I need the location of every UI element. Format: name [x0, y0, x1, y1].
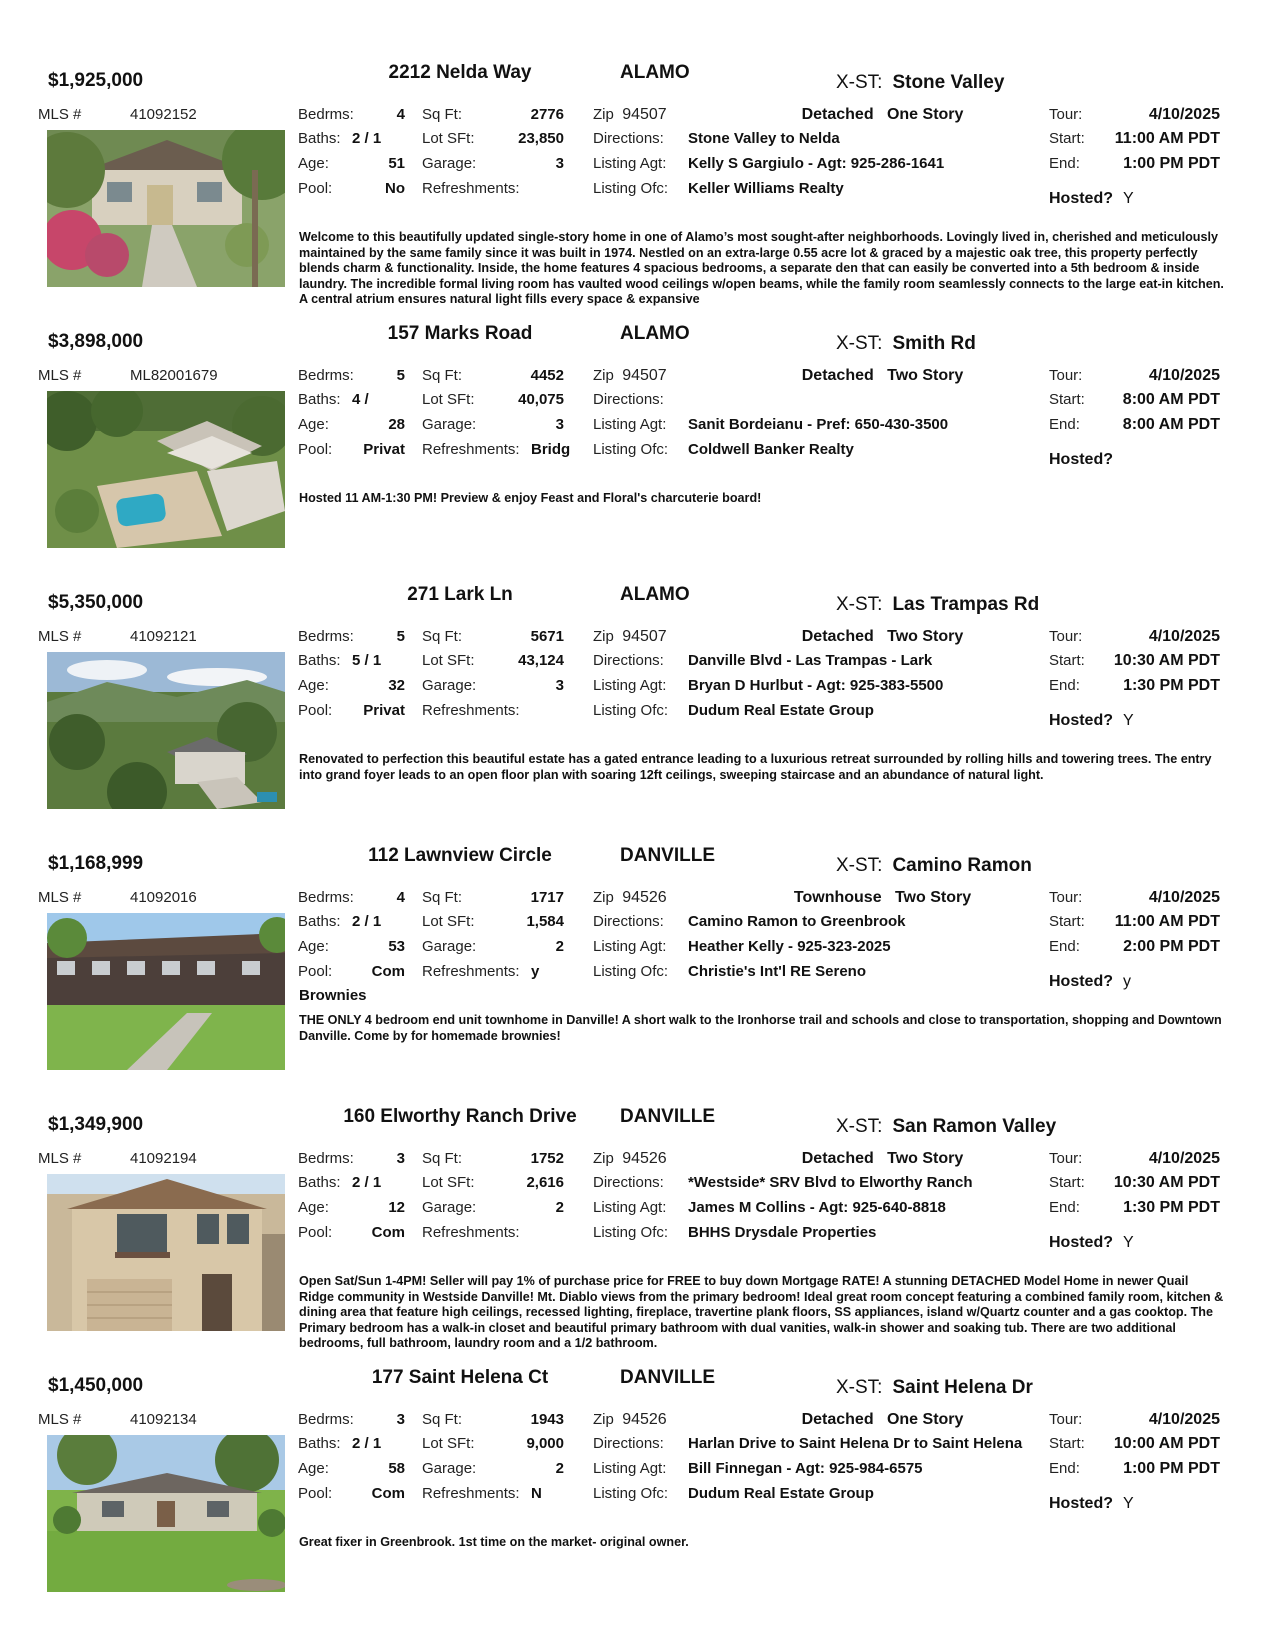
hosted: [1049, 973, 1131, 991]
listing-office-label: Listing Ofc:: [593, 702, 669, 719]
listing-office-label: Listing Ofc:: [593, 1224, 669, 1241]
tour-date: 4/10/2025: [1148, 106, 1220, 123]
hosted-value: Y: [1123, 1234, 1134, 1251]
sqft-value: 5671: [530, 628, 564, 645]
start-time: 10:00 AM PDT: [1113, 1435, 1220, 1452]
end-label: End:: [1049, 416, 1080, 433]
hosted: [1049, 1495, 1134, 1513]
lotsft-label: Lot SFt:: [422, 1174, 475, 1191]
start-time: 11:00 AM PDT: [1114, 913, 1220, 930]
listing-agent-label: Listing Agt:: [593, 416, 667, 433]
hosted-value: Y: [1123, 1495, 1134, 1512]
bedrms-value: 3: [396, 1150, 405, 1167]
property-type: [740, 106, 1025, 124]
listing-description: Hosted 11 AM-1:30 PM! Preview & enjoy Feast and Floral's charcuterie board!: [299, 491, 762, 505]
cross-street-value: Saint Helena Dr: [892, 1377, 1033, 1398]
zip-value: 94507: [622, 106, 667, 123]
sqft-value: 1717: [530, 889, 564, 906]
sqft-label: Sq Ft:: [422, 889, 463, 906]
cross-street-value: Camino Ramon: [892, 855, 1032, 876]
start-time: 11:00 AM PDT: [1114, 130, 1220, 147]
listing-photo[interactable]: [47, 1435, 285, 1592]
stories-value: One Story: [886, 1411, 964, 1428]
listing-price: $5,350,000: [48, 592, 144, 613]
listing-agent-value[interactable]: Bill Finnegan - Agt: 925-984-6575: [688, 1460, 923, 1477]
property-type: [740, 628, 1025, 646]
mls-number: ML82001679: [130, 367, 218, 384]
cross-street: [836, 594, 1039, 616]
directions-value: Stone Valley to Nelda: [688, 130, 840, 147]
directions-label: Directions:: [593, 652, 664, 669]
listing-city: ALAMO: [620, 323, 690, 344]
property-type-value: Detached: [801, 367, 874, 384]
sqft-label: Sq Ft:: [422, 1411, 463, 1428]
bedrms-value: 4: [396, 889, 405, 906]
listing-city: DANVILLE: [620, 845, 715, 866]
listing: [0, 783, 1275, 1043]
end-label: End:: [1049, 1199, 1080, 1216]
listing-office-label: Listing Ofc:: [593, 441, 669, 458]
listing-agent-value[interactable]: Sanit Bordeianu - Pref: 650-430-3500: [688, 416, 949, 433]
zip-value: 94526: [622, 889, 667, 906]
hosted-label: Hosted?: [1049, 712, 1113, 729]
baths-value: 2 / 1: [352, 913, 382, 930]
lotsft-label: Lot SFt:: [422, 391, 475, 408]
directions-value: *Westside* SRV Blvd to Elworthy Ranch: [688, 1174, 973, 1191]
cross-street-label: X-ST:: [836, 1377, 883, 1398]
lotsft-label: Lot SFt:: [422, 1435, 475, 1452]
garage-value: 3: [555, 416, 564, 433]
garage-label: Garage:: [422, 938, 477, 955]
start-label: Start:: [1049, 1435, 1085, 1452]
hosted-label: Hosted?: [1049, 973, 1113, 990]
listing-agent-value[interactable]: James M Collins - Agt: 925-640-8818: [688, 1199, 946, 1216]
start-label: Start:: [1049, 1174, 1085, 1191]
lotsft-value: 23,850: [518, 130, 564, 147]
listing-office-label: Listing Ofc:: [593, 180, 669, 197]
cross-street-value: Stone Valley: [892, 72, 1005, 93]
bedrms-label: Bedrms:: [298, 367, 354, 384]
lotsft-value: 40,075: [518, 391, 564, 408]
tour-label: Tour:: [1049, 889, 1083, 906]
mls-label: MLS #: [38, 106, 82, 123]
listing-description: THE ONLY 4 bedroom end unit townhome in Danville! A short walk to the Ironhorse trail and schools and close to transportation, shopping and Downtown Danville. Come by for homemade brownies!: [299, 1013, 1222, 1043]
listing-city: ALAMO: [620, 62, 690, 83]
start-label: Start:: [1049, 652, 1085, 669]
hosted: [1049, 190, 1134, 208]
tour-label: Tour:: [1049, 1150, 1083, 1167]
lotsft-label: Lot SFt:: [422, 130, 475, 147]
cross-street-label: X-ST:: [836, 72, 883, 93]
sqft-label: Sq Ft:: [422, 1150, 463, 1167]
baths-value: 4 /: [352, 391, 369, 408]
hosted-label: Hosted?: [1049, 451, 1113, 468]
directions-label: Directions:: [593, 1174, 664, 1191]
pool-label: Pool:: [298, 963, 333, 980]
refreshments-label: Refreshments:: [422, 1485, 520, 1502]
property-type: [740, 367, 1025, 385]
listing-city: ALAMO: [620, 584, 690, 605]
zip-label: [593, 1411, 667, 1429]
refreshments-value: Bridg: [531, 441, 571, 458]
bedrms-label: Bedrms:: [298, 106, 354, 123]
bedrms-value: 4: [396, 106, 405, 123]
age-value: 32: [388, 677, 405, 694]
start-time: 8:00 AM PDT: [1122, 391, 1220, 408]
baths-value: 2 / 1: [352, 1435, 382, 1452]
age-value: 28: [388, 416, 405, 433]
age-label: Age:: [298, 1199, 329, 1216]
age-label: Age:: [298, 938, 329, 955]
age-label: Age:: [298, 416, 329, 433]
pool-value: Privat: [363, 441, 405, 458]
zip-label-text: Zip: [593, 367, 614, 384]
listing-description: Open Sat/Sun 1-4PM! Seller will pay 1% of purchase price for FREE to buy down Mortgage RATE! A stunning DETACHED Model Home in newer Quail Ridge community in Westside Danville! Mt. Diablo views from the primary bedroom! Ideal great room concept featuring a combined family room, kitchen & dining area that feature high ceilings, recessed lighting, fireplace, travertine plank floors, SS appliances, island w/Quartz counter and a gas cooktop. The Primary bedroom has a walk-in closet and beautiful primary bathroom with dual vanities, walk-in shower and soaking tub. There are two additional bedrooms, full bathroom, laundry room and a 1/2 bathroom.: [299, 1274, 1224, 1350]
stories-value: One Story: [886, 106, 964, 123]
pool-value: No: [385, 180, 405, 197]
zip-label-text: Zip: [593, 1411, 614, 1428]
refreshments-extra: Brownies: [299, 987, 367, 1004]
lotsft-value: 9,000: [526, 1435, 564, 1452]
hosted-label: Hosted?: [1049, 190, 1113, 207]
zip-label-text: Zip: [593, 106, 614, 123]
property-type-value: Detached: [801, 1150, 874, 1167]
bedrms-label: Bedrms:: [298, 889, 354, 906]
pool-label: Pool:: [298, 702, 333, 719]
zip-value: 94526: [622, 1150, 667, 1167]
zip-value: 94507: [622, 628, 667, 645]
listing: [0, 522, 1275, 782]
listing-agent-value[interactable]: Heather Kelly - 925-323-2025: [688, 938, 891, 955]
garage-value: 3: [555, 677, 564, 694]
bedrms-label: Bedrms:: [298, 628, 354, 645]
listing-price: $3,898,000: [48, 331, 144, 352]
listing-address[interactable]: 271 Lark Ln: [407, 584, 513, 605]
refreshments-value: N: [531, 1485, 542, 1502]
pool-value: Com: [371, 1485, 405, 1502]
refreshments-label: Refreshments:: [422, 1224, 520, 1241]
garage-label: Garage:: [422, 1199, 477, 1216]
cross-street-label: X-ST:: [836, 594, 883, 615]
zip-label-text: Zip: [593, 889, 614, 906]
mls-label: MLS #: [38, 1150, 82, 1167]
listing-office-value: BHHS Drysdale Properties: [688, 1224, 877, 1241]
listing-address[interactable]: 2212 Nelda Way: [388, 62, 532, 83]
property-type: [740, 1411, 1025, 1429]
hosted-value: Y: [1123, 712, 1134, 729]
bedrms-label: Bedrms:: [298, 1411, 354, 1428]
lotsft-value: 1,584: [526, 913, 564, 930]
baths-label: Baths:: [298, 652, 341, 669]
end-label: End:: [1049, 938, 1080, 955]
refreshments-label: Refreshments:: [422, 180, 520, 197]
baths-label: Baths:: [298, 391, 341, 408]
listing-description: Great fixer in Greenbrook. 1st time on the market- original owner.: [299, 1535, 689, 1549]
age-value: 12: [388, 1199, 405, 1216]
sqft-value: 4452: [530, 367, 564, 384]
cross-street-value: Las Trampas Rd: [892, 594, 1040, 615]
directions-value: Danville Blvd - Las Trampas - Lark: [688, 652, 933, 669]
start-label: Start:: [1049, 391, 1085, 408]
hosted: [1049, 1234, 1134, 1252]
tour-label: Tour:: [1049, 1411, 1083, 1428]
garage-value: 2: [555, 1199, 564, 1216]
stories-value: Two Story: [887, 1150, 964, 1167]
cross-street: [836, 333, 976, 355]
listing-agent-label: Listing Agt:: [593, 677, 667, 694]
listing: [0, 0, 1275, 306]
listing-description: Welcome to this beautifully updated single-story home in one of Alamo’s most sought-after neighborhoods. Lovingly lived in, cherished and meticulously maintained by the same family since it was built in 1974. Nestled on an extra-large 0.55 acre lot & graced by a majestic oak tree, this property perfectly blends charm & functionality. Inside, the home features 4 spacious bedrooms, a separate den that can easily be converted into a 5th bedroom & inside laundry. The incredible formal living room has vaulted wood ceilings w/open beams, while the family room seamlessly connects to the large eat-in kitchen. A central atrium ensures natural light fills every space & expansive: [299, 230, 1224, 306]
stories-value: Two Story: [894, 889, 972, 906]
bedrms-value: 5: [396, 367, 405, 384]
sqft-label: Sq Ft:: [422, 367, 463, 384]
age-value: 51: [388, 155, 405, 172]
refreshments-label: Refreshments:: [422, 702, 520, 719]
start-label: Start:: [1049, 130, 1085, 147]
listing-description: Renovated to perfection this beautiful estate has a gated entrance leading to a luxurious retreat surrounded by rolling hills and towering trees. The entry into grand foyer leads to an open floor plan with soaring 12ft ceilings, sweeping staircase and an abundance of natural light.: [299, 752, 1212, 782]
stories-value: Two Story: [887, 628, 964, 645]
end-time: 1:00 PM PDT: [1123, 1460, 1220, 1477]
sqft-value: 1943: [530, 1411, 564, 1428]
listing-address[interactable]: 157 Marks Road: [387, 323, 533, 344]
listing: [0, 1305, 1275, 1565]
listing-price: $1,450,000: [48, 1375, 144, 1396]
listing-price: $1,925,000: [48, 70, 144, 91]
cross-street-label: X-ST:: [836, 1116, 883, 1137]
listing: [0, 1044, 1275, 1350]
end-label: End:: [1049, 1460, 1080, 1477]
pool-label: Pool:: [298, 1485, 333, 1502]
tour-label: Tour:: [1049, 628, 1083, 645]
tour-date: 4/10/2025: [1148, 628, 1220, 645]
start-time: 10:30 AM PDT: [1113, 1174, 1220, 1191]
end-time: 1:00 PM PDT: [1123, 155, 1220, 172]
lotsft-value: 2,616: [526, 1174, 564, 1191]
listing-office-value: Keller Williams Realty: [688, 180, 844, 197]
listing-agent-label: Listing Agt:: [593, 938, 667, 955]
property-type-value: Detached: [801, 106, 874, 123]
tour-label: Tour:: [1049, 367, 1083, 384]
lotsft-label: Lot SFt:: [422, 652, 475, 669]
garage-label: Garage:: [422, 416, 477, 433]
hosted-value: Y: [1123, 190, 1134, 207]
mls-number: 41092121: [130, 628, 197, 645]
tour-label: Tour:: [1049, 106, 1083, 123]
sqft-value: 2776: [530, 106, 564, 123]
tour-date: 4/10/2025: [1148, 1150, 1220, 1167]
refreshments-value: y: [531, 963, 540, 980]
sqft-label: Sq Ft:: [422, 628, 463, 645]
garage-label: Garage:: [422, 677, 477, 694]
zip-label-text: Zip: [593, 628, 614, 645]
hosted-label: Hosted?: [1049, 1234, 1113, 1251]
bedrms-label: Bedrms:: [298, 1150, 354, 1167]
mls-label: MLS #: [38, 1411, 82, 1428]
listing-city: DANVILLE: [620, 1367, 715, 1388]
listing-office-value: Dudum Real Estate Group: [688, 702, 874, 719]
listing-agent-value[interactable]: Kelly S Gargiulo - Agt: 925-286-1641: [688, 155, 945, 172]
tour-date: 4/10/2025: [1148, 367, 1220, 384]
listing-agent-label: Listing Agt:: [593, 1460, 667, 1477]
end-time: 2:00 PM PDT: [1123, 938, 1220, 955]
lotsft-label: Lot SFt:: [422, 913, 475, 930]
end-label: End:: [1049, 677, 1080, 694]
lotsft-value: 43,124: [518, 652, 564, 669]
directions-label: Directions:: [593, 130, 664, 147]
cross-street-value: San Ramon Valley: [892, 1116, 1057, 1137]
pool-value: Com: [371, 963, 405, 980]
baths-value: 5 / 1: [352, 652, 382, 669]
listing-price: $1,168,999: [48, 853, 144, 874]
zip-label: [593, 1150, 667, 1168]
baths-label: Baths:: [298, 1174, 341, 1191]
age-value: 58: [388, 1460, 405, 1477]
refreshments-label: Refreshments:: [422, 963, 520, 980]
property-type: [740, 889, 1025, 907]
garage-value: 3: [555, 155, 564, 172]
listing-office-label: Listing Ofc:: [593, 1485, 669, 1502]
mls-number: 41092016: [130, 889, 197, 906]
refreshments-label: Refreshments:: [422, 441, 520, 458]
property-type-value: Detached: [801, 1411, 874, 1428]
listing-office-value: Christie's Int'l RE Sereno: [688, 963, 867, 980]
mls-number: 41092134: [130, 1411, 197, 1428]
property-type-value: Townhouse: [793, 889, 882, 906]
garage-value: 2: [555, 1460, 564, 1477]
hosted-label: Hosted?: [1049, 1495, 1113, 1512]
cross-street: [836, 72, 1004, 94]
cross-street: [836, 1116, 1056, 1138]
pool-label: Pool:: [298, 180, 333, 197]
zip-label: [593, 628, 667, 646]
garage-label: Garage:: [422, 155, 477, 172]
start-label: Start:: [1049, 913, 1085, 930]
listing-city: DANVILLE: [620, 1106, 715, 1127]
garage-value: 2: [555, 938, 564, 955]
baths-label: Baths:: [298, 130, 341, 147]
directions-label: Directions:: [593, 913, 664, 930]
baths-value: 2 / 1: [352, 130, 382, 147]
pool-value: Com: [371, 1224, 405, 1241]
end-label: End:: [1049, 155, 1080, 172]
tour-date: 4/10/2025: [1148, 889, 1220, 906]
property-type-value: Detached: [801, 628, 874, 645]
hosted: [1049, 451, 1123, 469]
tour-date: 4/10/2025: [1148, 1411, 1220, 1428]
age-label: Age:: [298, 155, 329, 172]
listing-office-label: Listing Ofc:: [593, 963, 669, 980]
mls-label: MLS #: [38, 367, 82, 384]
zip-value: 94526: [622, 1411, 667, 1428]
baths-label: Baths:: [298, 1435, 341, 1452]
cross-street-label: X-ST:: [836, 333, 883, 354]
zip-label: [593, 889, 667, 907]
age-value: 53: [388, 938, 405, 955]
listing-price: $1,349,900: [48, 1114, 144, 1135]
listing-agent-value[interactable]: Bryan D Hurlbut - Agt: 925-383-5500: [688, 677, 944, 694]
garage-label: Garage:: [422, 1460, 477, 1477]
zip-value: 94507: [622, 367, 667, 384]
bedrms-value: 3: [396, 1411, 405, 1428]
zip-label: [593, 106, 667, 124]
baths-value: 2 / 1: [352, 1174, 382, 1191]
sqft-value: 1752: [530, 1150, 564, 1167]
listing-address[interactable]: 177 Saint Helena Ct: [371, 1367, 549, 1388]
listing-agent-label: Listing Agt:: [593, 155, 667, 172]
cross-street: [836, 1377, 1033, 1399]
property-type: [740, 1150, 1025, 1168]
age-label: Age:: [298, 677, 329, 694]
sqft-label: Sq Ft:: [422, 106, 463, 123]
pool-label: Pool:: [298, 441, 333, 458]
bedrms-value: 5: [396, 628, 405, 645]
hosted-value: y: [1123, 973, 1131, 990]
hosted: [1049, 712, 1134, 730]
listing-address[interactable]: 160 Elworthy Ranch Drive: [343, 1106, 577, 1127]
zip-label: [593, 367, 667, 385]
start-time: 10:30 AM PDT: [1113, 652, 1220, 669]
cross-street-label: X-ST:: [836, 855, 883, 876]
pool-value: Privat: [363, 702, 405, 719]
directions-label: Directions:: [593, 391, 664, 408]
zip-label-text: Zip: [593, 1150, 614, 1167]
end-time: 1:30 PM PDT: [1123, 1199, 1220, 1216]
mls-number: 41092152: [130, 106, 197, 123]
listing-office-value: Coldwell Banker Realty: [688, 441, 854, 458]
pool-label: Pool:: [298, 1224, 333, 1241]
directions-value: Camino Ramon to Greenbrook: [688, 913, 906, 930]
listing-office-value: Dudum Real Estate Group: [688, 1485, 874, 1502]
listing-address[interactable]: 112 Lawnview Circle: [368, 845, 552, 866]
end-time: 8:00 AM PDT: [1122, 416, 1220, 433]
mls-number: 41092194: [130, 1150, 197, 1167]
mls-label: MLS #: [38, 628, 82, 645]
listing: [0, 261, 1275, 521]
directions-label: Directions:: [593, 1435, 664, 1452]
age-label: Age:: [298, 1460, 329, 1477]
listing-agent-label: Listing Agt:: [593, 1199, 667, 1216]
stories-value: Two Story: [887, 367, 964, 384]
mls-label: MLS #: [38, 889, 82, 906]
cross-street: [836, 855, 1032, 877]
end-time: 1:30 PM PDT: [1123, 677, 1220, 694]
baths-label: Baths:: [298, 913, 341, 930]
directions-value: Harlan Drive to Saint Helena Dr to Saint Helena: [688, 1435, 1023, 1452]
cross-street-value: Smith Rd: [892, 333, 976, 354]
